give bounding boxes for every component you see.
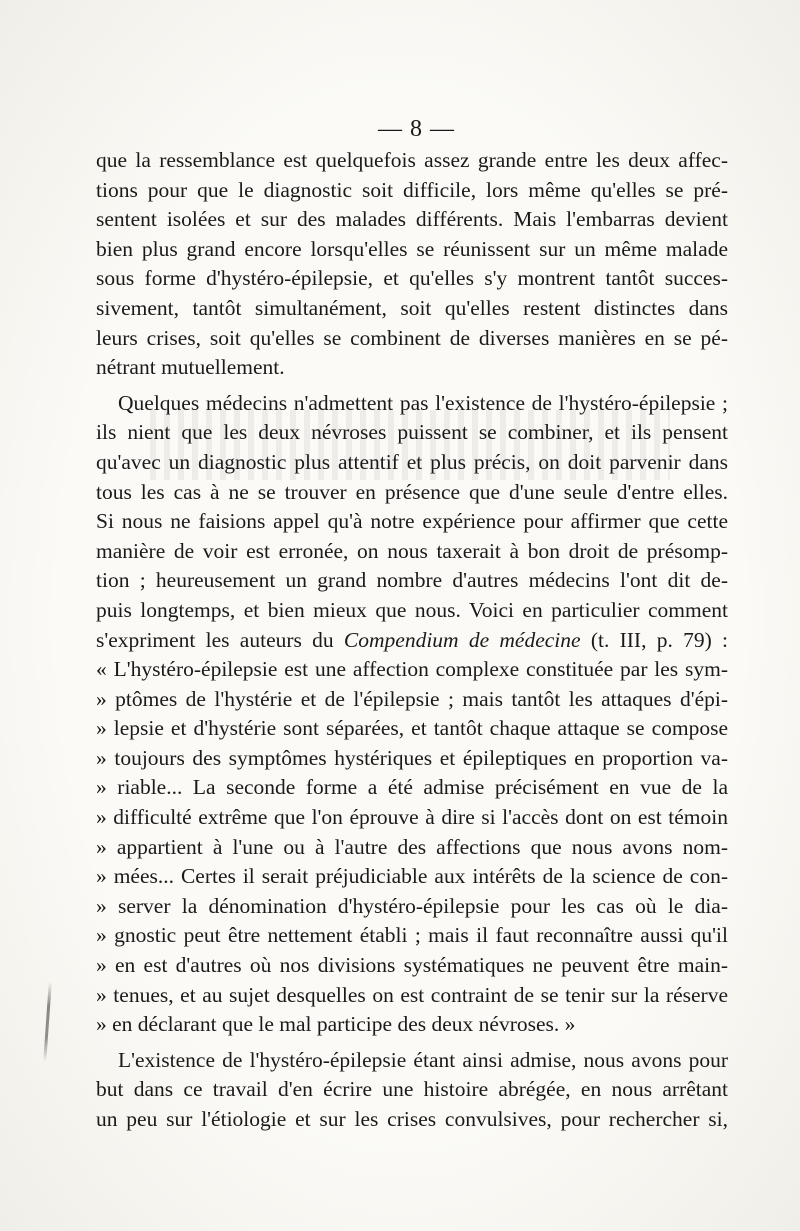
text-line: L'existence de l'hystéro-épilepsie étant ainsi admise, nous avons pour <box>118 1047 728 1072</box>
quote-line: » lepsie et d'hystérie sont séparées, et tantôt chaque attaque se compose <box>96 716 728 741</box>
quote-line: » tenues, et au sujet desquelles on est contraint de se tenir sur la réserve <box>96 982 728 1007</box>
body-text <box>96 146 728 1135</box>
quote-line: » ptômes de l'hystérie et de l'épilepsie ; mais tantôt les attaques d'épi- <box>96 686 728 711</box>
quote-line: » riable... La seconde forme a été admise précisément en vue de la <box>96 775 728 800</box>
binding-shadow <box>43 982 52 1062</box>
text-line: manière de voir est erronée, on nous taxerait à bon droit de présomp- <box>96 538 728 563</box>
quote-line: » difficulté extrême que l'on éprouve à dire si l'accès dont on est témoin <box>96 805 728 830</box>
quote-line: » server la dénomination d'hystéro-épilepsie pour les cas où le dia- <box>96 893 728 918</box>
text-line: but dans ce travail d'en écrire une histoire abrégée, en nous arrêtant <box>96 1077 728 1102</box>
quote-line: » en déclarant que le mal participe des deux névroses. » <box>96 1012 576 1037</box>
quote-line: « L'hystéro-épilepsie est une affection complexe constituée par les sym- <box>96 657 728 682</box>
book-title: Compendium de médecine <box>343 627 581 652</box>
text-line: Si nous ne faisions appel qu'à notre expérience pour affirmer que cette <box>96 509 728 534</box>
quote-line: » appartient à l'une ou à l'autre des affections que nous avons nom- <box>96 834 728 859</box>
quote-line: » mées... Certes il serait préjudiciable aux intérêts de la science de con- <box>96 864 728 889</box>
text-line: leurs crises, soit qu'elles se combinent de diverses manières en se pé- <box>96 325 728 350</box>
text-line: qu'avec un diagnostic plus attentif et plus précis, on doit parvenir dans <box>96 449 728 474</box>
text-line: sous forme d'hystéro-épilepsie, et qu'elles s'y montrent tantôt succes- <box>96 266 728 291</box>
text-line: un peu sur l'étiologie et sur les crises convulsives, pour rechercher si, <box>96 1107 728 1131</box>
quote-line: » toujours des symptômes hystériques et épileptiques en proportion va- <box>96 745 728 770</box>
text-line: sentent isolées et sur des malades différents. Mais l'embarras devient <box>96 207 728 232</box>
text-line: Quelques médecins n'admettent pas l'existence de l'hystéro-épilepsie ; <box>118 390 728 415</box>
text-line: que la ressemblance est quelquefois assez grande entre les deux affec- <box>96 148 728 172</box>
text-line: nétrant mutuellement. <box>96 355 285 380</box>
text-line: tous les cas à ne se trouver en présence que d'une seule d'entre elles. <box>96 479 728 504</box>
text-line: puis longtemps, et bien mieux que nous. Voici en particulier comment <box>96 597 728 622</box>
text-line: bien plus grand encore lorsqu'elles se réunissent sur un même malade <box>96 236 728 261</box>
text-line: ils nient que les deux névroses puissent se combiner, et ils pensent <box>96 420 728 445</box>
text-line: s'expriment les auteurs du Compendium de médecine (t. III, p. 79) : <box>96 627 729 652</box>
page-number: — 8 — <box>378 116 455 142</box>
text-line: sivement, tantôt simultanément, soit qu'elles restent distinctes dans <box>96 295 728 320</box>
quote-line: » gnostic peut être nettement établi ; mais il faut reconnaître aussi qu'il <box>96 923 728 948</box>
text-line: tions pour que le diagnostic soit difficile, lors même qu'elles se pré- <box>96 177 728 202</box>
text-line: tion ; heureusement un grand nombre d'autres médecins l'ont dit de- <box>96 568 728 593</box>
quote-line: » en est d'autres où nos divisions systématiques ne peuvent être main- <box>96 953 728 978</box>
